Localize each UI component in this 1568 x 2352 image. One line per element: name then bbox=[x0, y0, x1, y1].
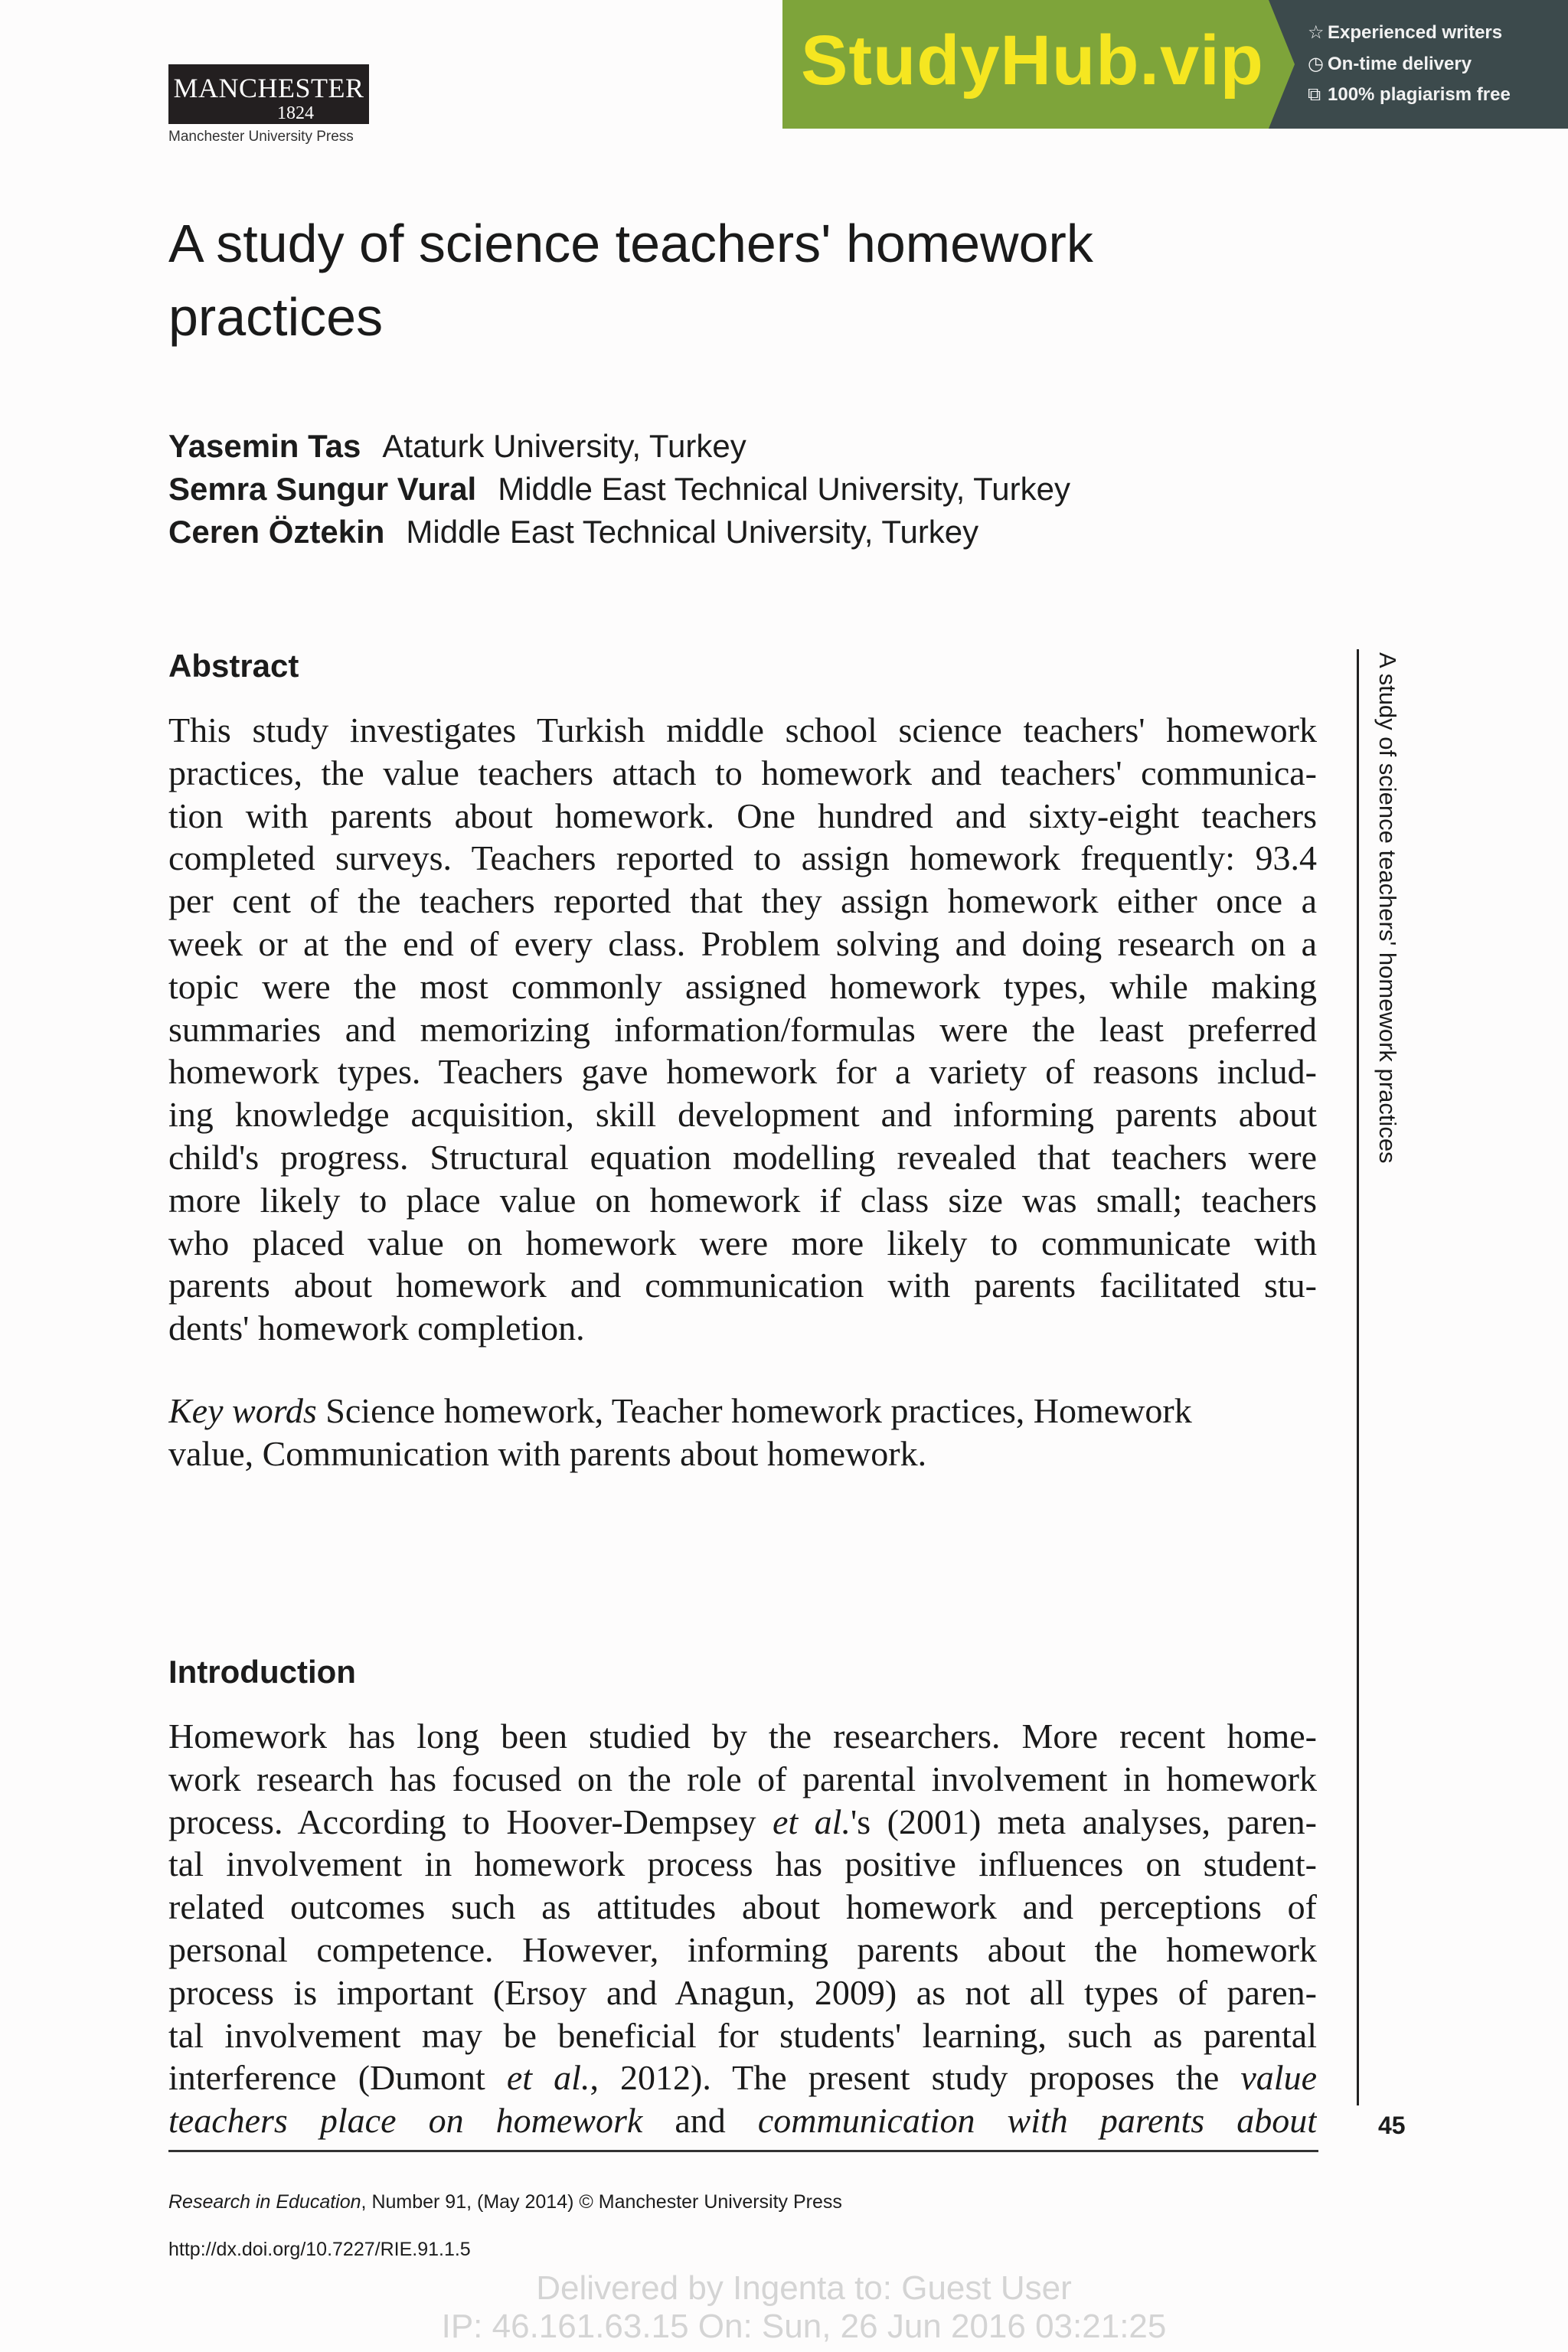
author-line bbox=[168, 468, 1070, 511]
author-name: Semra Sungur Vural bbox=[168, 471, 477, 507]
author-line bbox=[168, 511, 978, 554]
logo-name: MANCHESTER bbox=[173, 73, 364, 103]
publisher-logo bbox=[168, 64, 369, 124]
author-affiliation: Middle East Technical University, Turkey bbox=[498, 471, 1070, 507]
banner-brand-panel bbox=[782, 0, 1269, 129]
journal-name: Research in Education bbox=[168, 2191, 361, 2213]
margin-rule bbox=[1357, 649, 1359, 2105]
article-title: A study of science teachers' homework practices bbox=[168, 214, 1093, 347]
author-affiliation: Middle East Technical University, Turkey bbox=[406, 514, 979, 550]
keywords-label: Key words bbox=[168, 1391, 317, 1430]
doi-link[interactable]: http://dx.doi.org/10.7227/RIE.91.1.5 bbox=[168, 2239, 471, 2260]
banner-feature: ⧉ 100% plagiarism free bbox=[1308, 84, 1511, 105]
journal-citation: Research in Education, Number 91, (May 2014) © Manchester University Press bbox=[168, 2191, 842, 2213]
logo-year: 1824 bbox=[277, 103, 314, 123]
keywords: Key words Science homework, Teacher homework practices, Homework value, Communication with parents about homework. bbox=[168, 1391, 1192, 1473]
footer-rule bbox=[168, 2150, 1318, 2152]
banner-arrow-shape bbox=[1269, 0, 1295, 129]
page-number: 45 bbox=[1378, 2112, 1406, 2139]
banner-brand: StudyHub.vip bbox=[801, 21, 1264, 100]
ad-banner[interactable] bbox=[782, 0, 1568, 129]
banner-feature: ◷ On-time delivery bbox=[1308, 54, 1472, 74]
abstract-heading: Abstract bbox=[168, 648, 299, 684]
access-watermark: Delivered by Ingenta to: Guest User IP: 46.161.63.15 On: Sun, 26 Jun 2016 03:21:25 bbox=[441, 2269, 1167, 2345]
publisher-caption: Manchester University Press bbox=[168, 129, 354, 145]
introduction-body: Homework has long been studied by the researchers. More recent home- work research has focused on the role of parental involvement in homework process. According to Hoover-Dempsey et al.'s (2001) meta analyses, paren- tal involvement in homework process has positive influences on student- related outcomes such as attitudes about homework and perceptions of personal competence. However, informing parents about the homework process is important (Ersoy and Anagun, 2009) as not all types of paren- tal involvement may be beneficial for students' learning, such as parental interference (Dumont et al., 2012). The present study proposes the value teachers place on homework and communication with parents about bbox=[168, 1717, 1317, 2141]
author-line bbox=[168, 425, 746, 468]
copy-icon: ⧉ bbox=[1308, 84, 1321, 105]
introduction-heading: Introduction bbox=[168, 1654, 356, 1690]
author-name: Yasemin Tas bbox=[168, 428, 361, 464]
abstract-body: This study investigates Turkish middle school science teachers' homework practices, the value teachers attach to homework and teachers' communica- tion with parents about homework. One hundred and sixty-eight teachers completed surveys. Teachers reported to assign homework frequently: 93.4 per cent of the teachers reported that they assign homework either once a week or at the end of every class. Problem solving and doing research on a topic were the most commonly assigned homework types, while making summaries and memorizing information/formulas were the least preferred homework types. Teachers gave homework for a variety of reasons includ- ing knowledge acquisition, skill development and informing parents about child's progress. Structural equation modelling revealed that teachers were more likely to place value on homework if class size was small; teachers who placed value on homework were more likely to communicate with parents about homework and communication with parents facilitated stu- dents' homework completion. bbox=[168, 710, 1317, 1348]
author-affiliation: Ataturk University, Turkey bbox=[382, 428, 746, 464]
author-name: Ceren Öztekin bbox=[168, 514, 385, 550]
running-title: A study of science teachers' homework practices bbox=[1374, 652, 1401, 1164]
star-icon: ☆ bbox=[1308, 22, 1325, 43]
banner-feature: ☆ Experienced writers bbox=[1308, 22, 1503, 43]
clock-icon: ◷ bbox=[1308, 54, 1324, 74]
